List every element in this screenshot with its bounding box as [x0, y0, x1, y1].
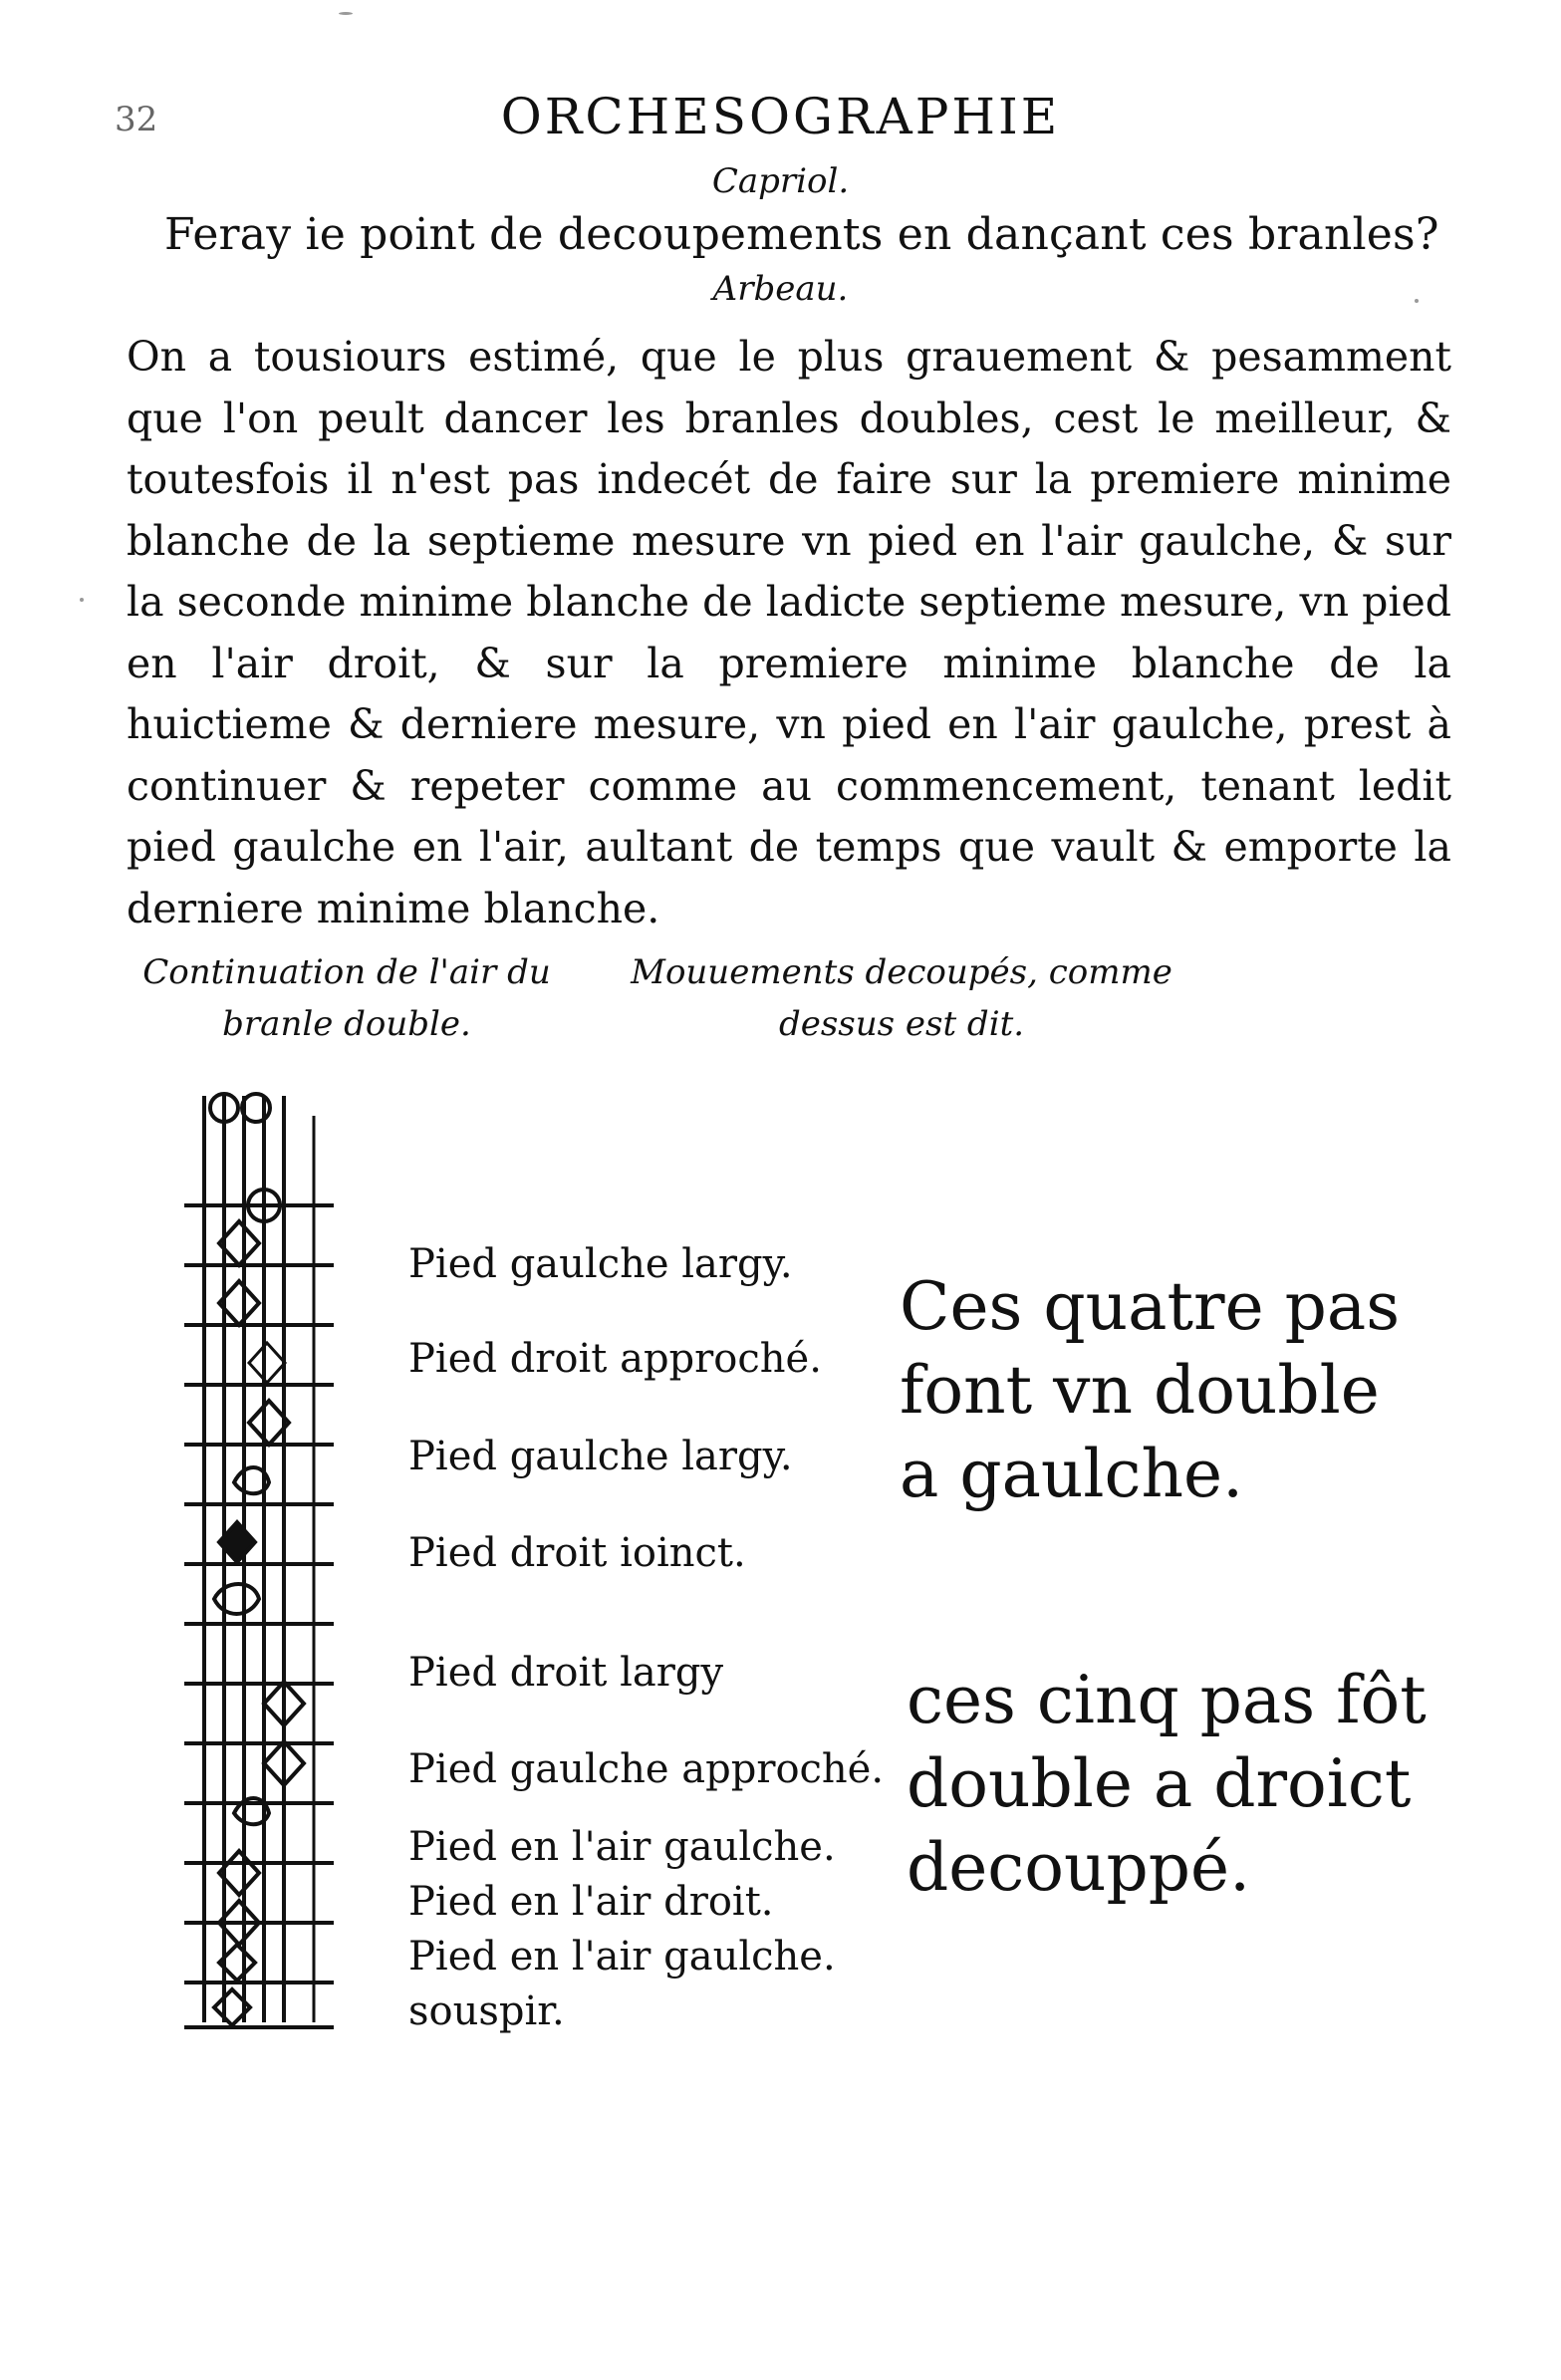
note-line: ces cinq pas fôt	[907, 1662, 1427, 1738]
scan-speck	[339, 12, 353, 15]
left-column-heading	[118, 946, 576, 1050]
step-row: Pied gaulche approché.	[408, 1746, 885, 1792]
answer-paragraph: On a tousiours estimé, que le plus grauement & pesamment que l'on peult dancer les branles doubles, cest le meilleur, & toutesfois il n'est pas indecét de faire sur la premiere minime blanche de la septieme mesure vn pied en l'air gaulche, & sur la seconde minime blanche de ladicte septieme mesure, vn pied en l'air droit, & sur la premiere minime blanche de la huictieme & derniere mesure, vn pied en l'air gaulche, prest à continuer & repeter comme au commencement, tenant ledit pied gaulche en l'air, aultant de temps que vault & emporte la derniere minime blanche.	[127, 333, 1451, 932]
question-text: Feray ie point de decoupements en dançant ces branles?	[164, 209, 1439, 260]
scan-speck	[80, 598, 84, 602]
step-row: Pied droit approché.	[408, 1336, 822, 1382]
step-row: Pied gaulche largy.	[408, 1434, 793, 1479]
note-first-group	[900, 1265, 1400, 1516]
step-row: Pied gaulche largy.	[408, 1241, 793, 1287]
right-column-heading	[608, 946, 1195, 1050]
note-line: decouppé.	[907, 1829, 1251, 1906]
step-row: Pied droit ioinct.	[408, 1530, 746, 1576]
note-line: double a droict	[907, 1745, 1412, 1822]
page-number: 32	[115, 100, 158, 139]
note-second-group	[907, 1659, 1427, 1910]
step-row: Pied en l'air gaulche.	[408, 1824, 836, 1870]
step-row: Pied en l'air droit.	[408, 1879, 774, 1925]
step-row: souspir.	[408, 1988, 565, 2034]
left-heading-line2: branle double.	[222, 1004, 471, 1044]
note-line: font vn double	[900, 1352, 1380, 1429]
note-line: a gaulche.	[900, 1436, 1244, 1512]
step-row: Pied droit largy	[408, 1650, 724, 1696]
right-heading-line2: dessus est dit.	[778, 1004, 1025, 1044]
scan-speck	[1415, 299, 1419, 303]
music-tablature	[174, 1086, 354, 2042]
step-row: Pied en l'air gaulche.	[408, 1934, 836, 1980]
running-title: ORCHESOGRAPHIE	[500, 88, 1061, 145]
note-line: Ces quatre pas	[900, 1268, 1401, 1345]
left-heading-line1: Continuation de l'air du	[142, 952, 551, 992]
speaker-arbeau: Arbeau.	[712, 269, 849, 309]
right-heading-line1: Mouuements decoupés, comme	[631, 952, 1172, 992]
speaker-capriol: Capriol.	[711, 161, 850, 201]
